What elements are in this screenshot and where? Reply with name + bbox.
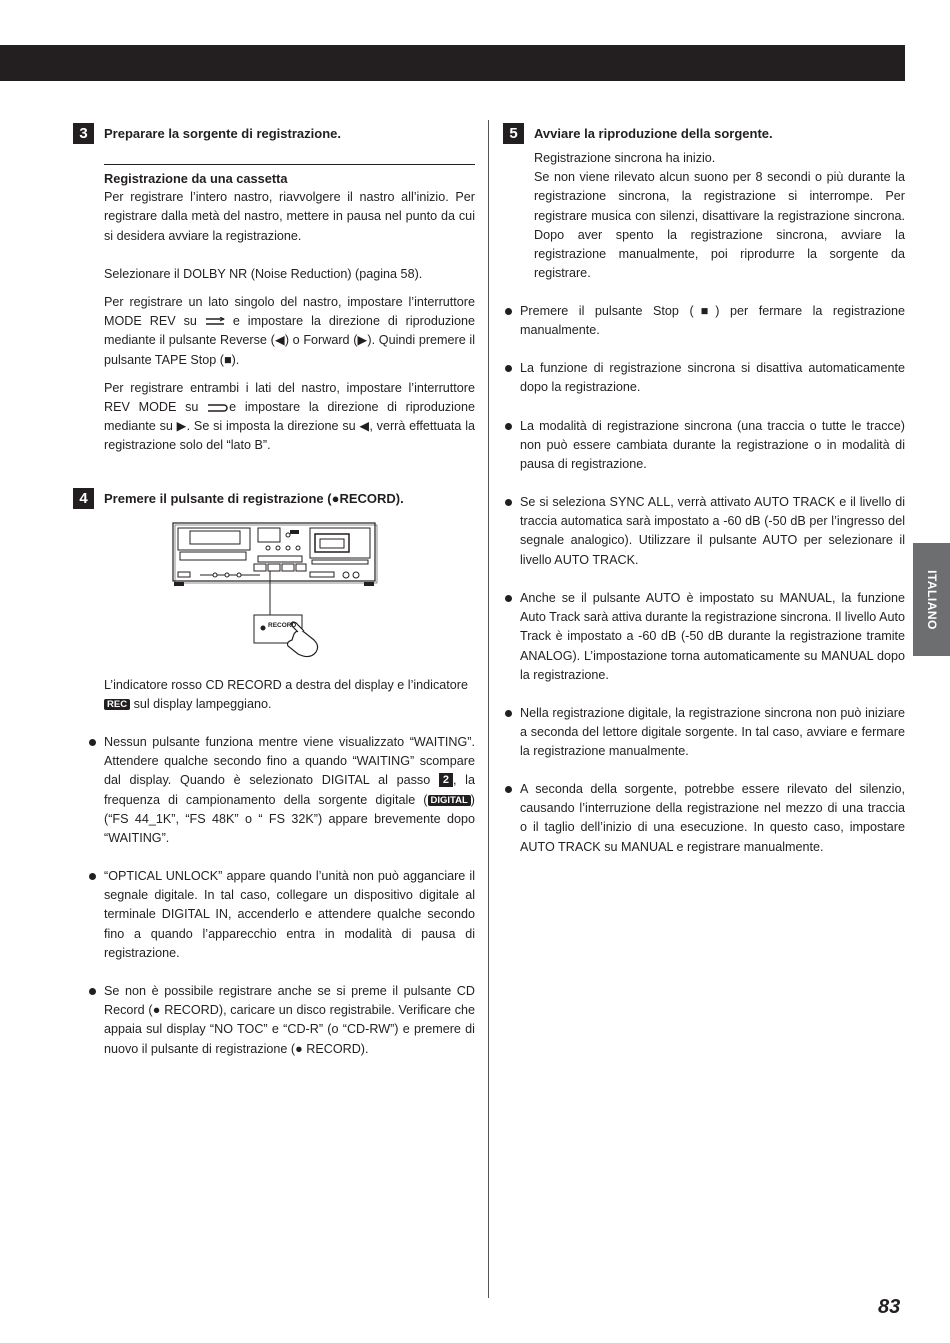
reverse-mode-icon <box>207 403 229 413</box>
cd-cassette-deck-illustration <box>170 520 380 670</box>
paragraph: Per registrare l’intero nastro, riavvolgere il nastro all’inizio. Per registrare dalla metà del nastro, mettere in pausa nel punto da cui si desidera avviare la registrazione. <box>104 190 475 243</box>
step-3-heading <box>73 123 341 144</box>
record-button-label: RECORD <box>268 622 297 629</box>
one-way-mode-icon <box>205 317 225 326</box>
column-divider <box>488 120 489 1298</box>
bullet-dot <box>505 595 512 602</box>
rec-indicator-tag: REC <box>104 699 130 710</box>
step-number: 5 <box>503 123 524 144</box>
forward-icon: ▶ <box>357 333 368 348</box>
step-number: 4 <box>73 488 94 509</box>
list-item: Se si seleziona SYNC ALL, verrà attivato AUTO TRACK e il livello di traccia automatica sarà impostato a -60 dB (-50 dB per l’ingresso del segnale analogico). Utilizzare il pulsante AUTO per selezionare il livello AUTO TRACK. <box>520 493 905 570</box>
step-3-body <box>104 164 475 456</box>
bullet-dot <box>505 710 512 717</box>
record-dot-icon: ● <box>152 1003 161 1018</box>
bullet-dot <box>505 499 512 506</box>
record-dot-icon: ● <box>295 1041 303 1056</box>
language-tab-label: ITALIANO <box>924 569 939 630</box>
list-item: Nella registrazione digitale, la registrazione sincrona non può iniziare a seconda del lettore digitale sorgente. In tal caso, avviare e fermare la registrazione manualmente. <box>520 704 905 762</box>
step-5-heading <box>503 123 773 144</box>
page-number: 83 <box>878 1296 901 1318</box>
bullet-dot <box>505 423 512 430</box>
bullet-dot <box>505 365 512 372</box>
bullet-dot <box>505 308 512 315</box>
header-bar <box>0 45 905 81</box>
step-ref-badge: 2 <box>439 773 453 787</box>
reverse-icon: ◀ <box>359 419 370 434</box>
stop-icon: ■ <box>693 304 716 318</box>
bullet-dot <box>89 873 96 880</box>
list-item: Nessun pulsante funziona mentre viene visualizzato “WAITING”. Attendere qualche secondo fino a quando “WAITING” scompare dal display. Quando è selezionato DIGITAL al passo 2 , la frequenza di campionamento della sorgente digitale ( DIGITAL ) (“FS 44_1K”, “FS 48K” o “ FS 32K”) appare brevemente dopo “WAITING”. <box>104 733 475 848</box>
digital-tag: DIGITAL <box>428 795 471 806</box>
section-subtitle: Registrazione da una cassetta <box>104 164 475 188</box>
record-dot-icon: ● <box>331 490 340 506</box>
list-item: A seconda della sorgente, potrebbe essere rilevato del silenzio, causando l’interruzione della registrazione nel mezzo di una traccia o il taglio dell’inizio di una esecuzione. In questo caso, impostare AUTO TRACK su MANUAL e registrare manualmente. <box>520 780 905 857</box>
list-item: La modalità di registrazione sincrona (una traccia o tutte le tracce) non può essere cambiata durante la registrazione o in modalità di pausa di registrazione. <box>520 417 905 475</box>
step-number: 3 <box>73 123 94 144</box>
bullet-dot <box>89 739 96 746</box>
bullet-dot <box>89 988 96 995</box>
reverse-icon: ◀ <box>274 333 285 348</box>
paragraph: L’indicatore rosso CD RECORD a destra del display e l’indicatore REC sul display lampeggiano. <box>104 678 468 712</box>
paragraph: Per registrare un lato singolo del nastro, impostare l’interruttore MODE REV su e impostare la direzione di riproduzione mediante il pulsante Reverse (◀) o Forward (▶). Quindi premere il pulsante TAPE Stop (■). <box>104 295 476 367</box>
paragraph: Se non viene rilevato alcun suono per 8 secondi o più durante la registrazione sincrona, la registrazione si interrompe. Per registrare musica con silenzi, disattivare la registrazione sincrona. Dopo aver spento la registrazione sincrona, avviare la registrazione manualmente, poi riprodurre la sorgente da registrare. <box>534 170 905 281</box>
list-item: Anche se il pulsante AUTO è impostato su MANUAL, la funzione Auto Track sarà attiva durante la registrazione sincrona. Il livello Auto Track è impostato a -60 dB (-50 dB durante la registrazione tramite ANALOG). L’impostazione torna automaticamente su MANUAL dopo la registrazione. <box>520 589 905 685</box>
stop-icon: ■ <box>223 352 232 367</box>
step-5-body <box>534 149 905 283</box>
paragraph: Registrazione sincrona ha inizio. <box>534 151 716 165</box>
bullet-dot <box>505 786 512 793</box>
list-item: Se non è possibile registrare anche se si preme il pulsante CD Record (● RECORD), caricare un disco registrabile. Verificare che appaia sul display “NO TOC” e “CD-R” (o “CD-RW”) e premere di nuovo il pulsante di registrazione (● RECORD). <box>104 982 475 1059</box>
step-4-body <box>104 676 475 714</box>
forward-icon: ▶ <box>176 419 187 434</box>
paragraph: Selezionare il DOLBY NR (Noise Reduction) (pagina 58). <box>104 266 423 281</box>
list-item: “OPTICAL UNLOCK” appare quando l’unità non può agganciare il segnale digitale. In tal caso, collegare un dispositivo digitale al terminale DIGITAL IN, accenderlo e attendere qualche secondo fino a quando l’apparecchio entra in modalità di pausa di registrazione. <box>104 867 475 963</box>
paragraph: Per registrare entrambi i lati del nastro, impostare l’interruttore REV MODE su e impostare la direzione di riproduzione mediante su ▶. Se si imposta la direzione su ◀, verrà effettuata la registrazione solo del “lato B”. <box>104 380 475 453</box>
language-tab <box>913 543 950 656</box>
step-title: Preparare la sorgente di registrazione. <box>104 125 341 141</box>
list-item: Premere il pulsante Stop (■) per fermare la registrazione manualmente. <box>520 302 905 340</box>
step-title: Avviare la riproduzione della sorgente. <box>534 125 773 141</box>
step-4-heading: 4 Premere il pulsante di registrazione ( ● RECORD). <box>73 488 404 509</box>
list-item: La funzione di registrazione sincrona si disattiva automaticamente dopo la registrazione. <box>520 359 905 397</box>
